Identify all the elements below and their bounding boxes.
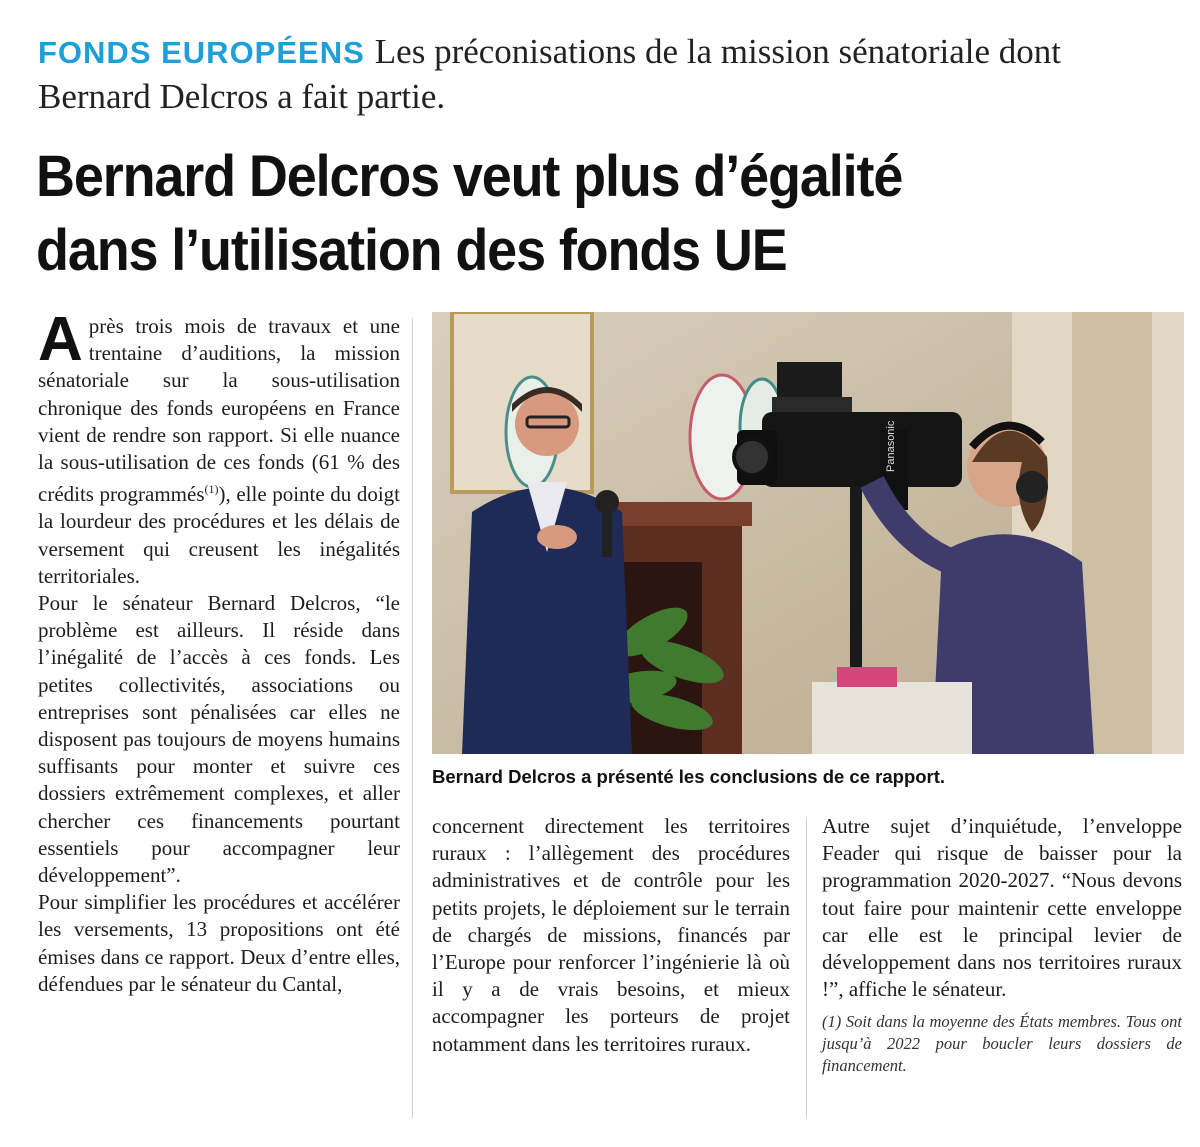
headline-line-2: dans l’utilisation des fonds UE xyxy=(36,218,787,283)
paragraph-intro-text: près trois mois de travaux et une trentaine d’auditions, la mission sénatoriale sur la sous-utilisation chronique des fonds européens en France vient de rendre son rapport. Si elle nuance la sous-utilisation de ces fonds (61 % des crédits programmés xyxy=(38,314,400,507)
article-column-2 xyxy=(432,813,790,1058)
headline xyxy=(36,140,1096,288)
column-rule-2 xyxy=(806,818,807,1118)
section-tag: FONDS EUROPÉENS xyxy=(38,35,365,70)
kicker-text: Les préconisations de la mission sénatoriale dont Bernard Delcros a fait partie. xyxy=(38,32,1062,116)
column-rule xyxy=(412,318,413,1118)
footnote: (1) Soit dans la moyenne des États membres. Tous ont jusqu’à 2022 pour boucler leurs dossiers de financement. xyxy=(822,1012,1182,1076)
camera-brand-label: Panasonic xyxy=(885,420,897,472)
drop-cap: A xyxy=(38,305,83,374)
photo-caption: Bernard Delcros a présenté les conclusions de ce rapport. xyxy=(432,766,946,787)
kicker xyxy=(38,30,1178,119)
paragraph-feader: Autre sujet d’inquiétude, l’enveloppe Feader qui risque de baisser pour la programmation 2020-2027. “Nous devons tout faire pour maintenir cette enveloppe car elle est le principal levier de développement dans nos territoires ruraux !”, affiche le sénateur. xyxy=(822,814,1182,1002)
article-photo xyxy=(432,312,1184,754)
paragraph-proposals: Pour simplifier les procédures et accélérer les versements, 13 propositions ont été émises dans ce rapport. Deux d’entre elles, défendues par le sénateur du Cantal, xyxy=(38,890,400,996)
paragraph-intro-end: ), elle pointe du doigt la lourdeur des procédures et les délais de versement qui creusent les inégalités territoriales. xyxy=(38,482,400,588)
paragraph-quote: Pour le sénateur Bernard Delcros, “le problème est ailleurs. Il réside dans l’inégalité de l’accès à ces fonds. Les petites collectivités, associations ou entreprises sont pénalisées car elles ne disposent pas toujours de moyens humains suffisants pour monter et suivre ces dossiers extrêmement complexes, et aller chercher ces financements pourtant essentiels pour accompagner leur développement”. xyxy=(38,591,400,888)
article-column-1 xyxy=(38,305,400,998)
footnote-ref: (1) xyxy=(204,482,219,497)
paragraph-rural: concernent directement les territoires ruraux : l’allègement des procédures administratives et de contrôle pour les petits projets, le déploiement sur le terrain de chargés de missions, financés par l’Europe pour renforcer l’ingénierie là où il y a de vrais besoins, et mieux accompagner les porteurs de projet notamment dans les territoires ruraux. xyxy=(432,814,790,1056)
paragraph-intro xyxy=(38,305,400,590)
headline-line-1: Bernard Delcros veut plus d’égalité xyxy=(36,144,903,209)
photo-illustration xyxy=(432,312,1184,754)
article-column-3 xyxy=(822,813,1182,1077)
